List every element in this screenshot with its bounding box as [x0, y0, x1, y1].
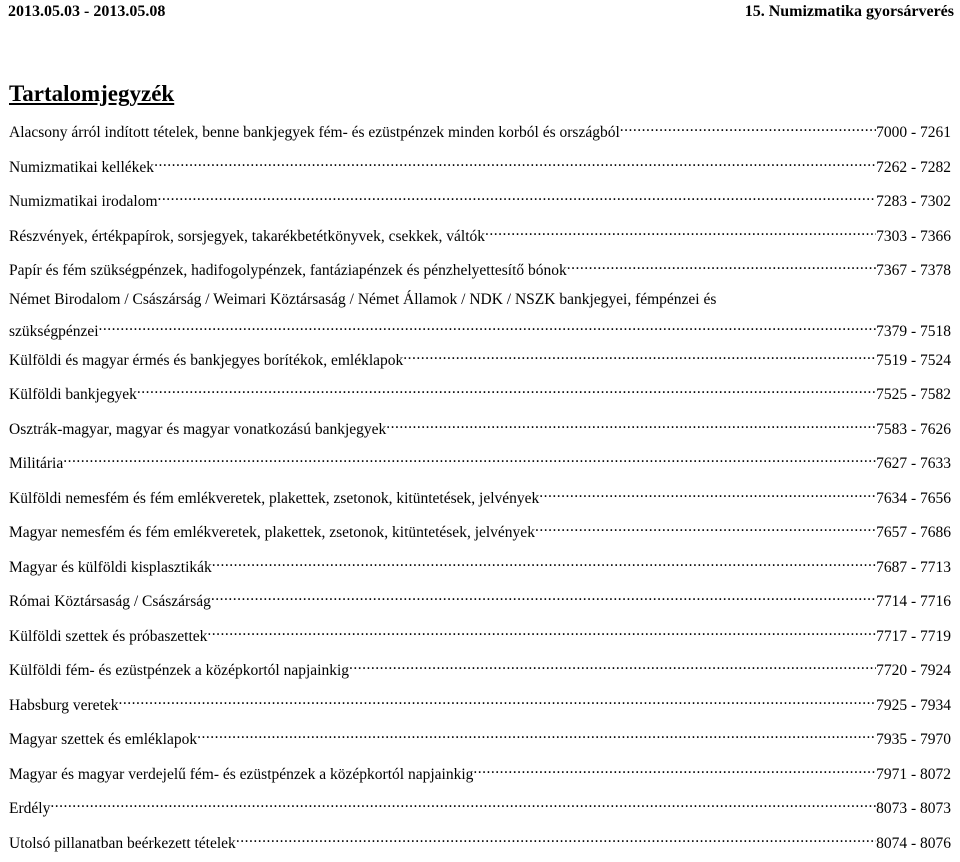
- toc-entry[interactable]: [9, 290, 951, 345]
- toc-entry-line: [9, 621, 951, 647]
- toc-entry-label: Külföldi szettek és próbaszettek: [9, 627, 207, 647]
- toc-entry[interactable]: [9, 379, 951, 414]
- toc-entry[interactable]: [9, 152, 951, 187]
- toc-entry-label: Papír és fém szükségpénzek, hadifogolypénzek, fantáziapénzek és pénzhelyettesítő bónok: [9, 261, 567, 281]
- toc-entry-line: [9, 379, 951, 405]
- toc-entry-pages: 7925 - 7934: [876, 696, 951, 716]
- toc-entry[interactable]: [9, 186, 951, 221]
- toc-entry-pages: 7714 - 7716: [876, 592, 951, 612]
- toc-entry[interactable]: [9, 828, 951, 862]
- toc-entry-pages: 7262 - 7282: [876, 158, 951, 178]
- toc-entry-line: [9, 759, 951, 785]
- toc-entry-pages: 7687 - 7713: [876, 558, 951, 578]
- toc-entry-line: [9, 345, 951, 371]
- toc-dot-leader: [236, 828, 876, 848]
- toc-entry[interactable]: [9, 255, 951, 290]
- toc-entry-label: Habsburg veretek: [9, 696, 118, 716]
- toc-entry-label: Részvények, értékpapírok, sorsjegyek, takarékbetétkönyvek, csekkek, váltók: [9, 227, 485, 247]
- page-header: [0, 0, 960, 26]
- toc-dot-leader: [118, 690, 876, 710]
- toc-entry-line: [9, 793, 951, 819]
- toc-entry-pages: 7634 - 7656: [876, 489, 951, 509]
- toc-entry[interactable]: [9, 690, 951, 725]
- toc-entry-label: Militária: [9, 454, 63, 474]
- date-range: 2013.05.03 - 2013.05.08: [8, 2, 165, 22]
- toc-entry-pages: 7519 - 7524: [876, 351, 951, 371]
- toc-entry-label: Magyar nemesfém és fém emlékveretek, plakettek, zsetonok, kitüntetések, jelvények: [9, 523, 535, 543]
- toc-entry-line: [9, 186, 951, 212]
- toc-entry-line: [9, 586, 951, 612]
- toc-entry-line: [9, 655, 951, 681]
- toc-entry[interactable]: [9, 621, 951, 656]
- toc-dot-leader: [137, 379, 876, 399]
- toc-entry-label: Osztrák-magyar, magyar és magyar vonatkozású bankjegyek: [9, 420, 386, 440]
- toc-dot-leader: [63, 448, 876, 468]
- toc-entry-label: Magyar és külföldi kisplasztikák: [9, 558, 212, 578]
- toc-dot-leader: [212, 552, 876, 572]
- toc-entry-pages: 7717 - 7719: [876, 627, 951, 647]
- toc-dot-leader: [211, 586, 876, 606]
- toc-entry-label: Külföldi és magyar érmés és bankjegyes borítékok, emléklapok: [9, 351, 403, 371]
- toc-entry[interactable]: [9, 793, 951, 828]
- toc-entry-pages: 7971 - 8072: [876, 765, 951, 785]
- toc-dot-leader: [485, 221, 876, 241]
- toc-dot-leader: [197, 724, 876, 744]
- toc-entry-line: [9, 255, 951, 281]
- table-of-contents: [9, 117, 951, 862]
- toc-entry-label-line1: Német Birodalom / Császárság / Weimari Köztársaság / Német Államok / NDK / NSZK bankjegyei, fémpénzei és: [9, 290, 951, 310]
- toc-entry-label: Magyar szettek és emléklapok: [9, 730, 197, 750]
- toc-entry-pages: 7379 - 7518: [876, 322, 951, 342]
- toc-entry[interactable]: [9, 448, 951, 483]
- toc-entry-line: [9, 828, 951, 854]
- toc-entry-pages: 7525 - 7582: [876, 385, 951, 405]
- toc-entry[interactable]: [9, 345, 951, 380]
- toc-entry-line: [9, 517, 951, 543]
- toc-entry-pages: 7583 - 7626: [876, 420, 951, 440]
- toc-entry[interactable]: [9, 483, 951, 518]
- toc-entry-line: [9, 316, 951, 342]
- toc-dot-leader: [158, 186, 877, 206]
- toc-dot-leader: [403, 345, 876, 365]
- toc-title: Tartalomjegyzék: [9, 80, 174, 108]
- toc-entry-line: [9, 221, 951, 247]
- toc-dot-leader: [535, 517, 876, 537]
- toc-entry-label: Numizmatikai kellékek: [9, 158, 154, 178]
- toc-entry-label: Római Köztársaság / Császárság: [9, 592, 211, 612]
- toc-entry-pages: 8073 - 8073: [876, 799, 951, 819]
- toc-entry-pages: 7935 - 7970: [876, 730, 951, 750]
- toc-entry-line: [9, 552, 951, 578]
- toc-entry[interactable]: [9, 586, 951, 621]
- toc-entry-pages: 7283 - 7302: [876, 192, 951, 212]
- toc-dot-leader: [620, 117, 876, 137]
- toc-entry-label: Erdély: [9, 799, 50, 819]
- toc-entry[interactable]: [9, 221, 951, 256]
- toc-dot-leader: [99, 316, 877, 336]
- toc-entry[interactable]: [9, 414, 951, 449]
- toc-entry[interactable]: [9, 759, 951, 794]
- toc-entry[interactable]: [9, 517, 951, 552]
- toc-dot-leader: [386, 414, 876, 434]
- toc-entry[interactable]: [9, 552, 951, 587]
- toc-entry-pages: 7627 - 7633: [876, 454, 951, 474]
- toc-dot-leader: [349, 655, 876, 675]
- toc-entry[interactable]: [9, 655, 951, 690]
- toc-entry-pages: 8074 - 8076: [876, 834, 951, 854]
- toc-entry-label: Magyar és magyar verdejelű fém- és ezüstpénzek a középkortól napjainkig: [9, 765, 473, 785]
- toc-dot-leader: [207, 621, 876, 641]
- toc-entry-pages: 7367 - 7378: [876, 261, 951, 281]
- toc-entry[interactable]: [9, 117, 951, 152]
- toc-entry-pages: 7000 - 7261: [876, 123, 951, 143]
- toc-dot-leader: [539, 483, 876, 503]
- toc-dot-leader: [154, 152, 876, 172]
- toc-entry-line: [9, 448, 951, 474]
- toc-entry-pages: 7657 - 7686: [876, 523, 951, 543]
- toc-entry-label: Külföldi nemesfém és fém emlékveretek, plakettek, zsetonok, kitüntetések, jelvények: [9, 489, 539, 509]
- toc-entry-pages: 7303 - 7366: [876, 227, 951, 247]
- toc-entry-line: [9, 117, 951, 143]
- toc-entry-line: [9, 483, 951, 509]
- toc-entry[interactable]: [9, 724, 951, 759]
- toc-entry-label: Numizmatikai irodalom: [9, 192, 158, 212]
- toc-entry-line: [9, 690, 951, 716]
- toc-entry-label: Külföldi bankjegyek: [9, 385, 137, 405]
- toc-dot-leader: [567, 255, 876, 275]
- toc-entry-label: Külföldi fém- és ezüstpénzek a középkortól napjainkig: [9, 661, 349, 681]
- toc-entry-label: Alacsony árról indított tételek, benne bankjegyek fém- és ezüstpénzek minden korból és országból: [9, 123, 620, 143]
- auction-title: 15. Numizmatika gyorsárverés: [745, 2, 954, 22]
- toc-entry-label: szükségpénzei: [9, 322, 99, 342]
- toc-entry-line: [9, 152, 951, 178]
- toc-entry-line: [9, 724, 951, 750]
- toc-dot-leader: [473, 759, 876, 779]
- toc-dot-leader: [50, 793, 876, 813]
- toc-entry-pages: 7720 - 7924: [876, 661, 951, 681]
- toc-entry-label: Utolsó pillanatban beérkezett tételek: [9, 834, 236, 854]
- toc-entry-line: [9, 414, 951, 440]
